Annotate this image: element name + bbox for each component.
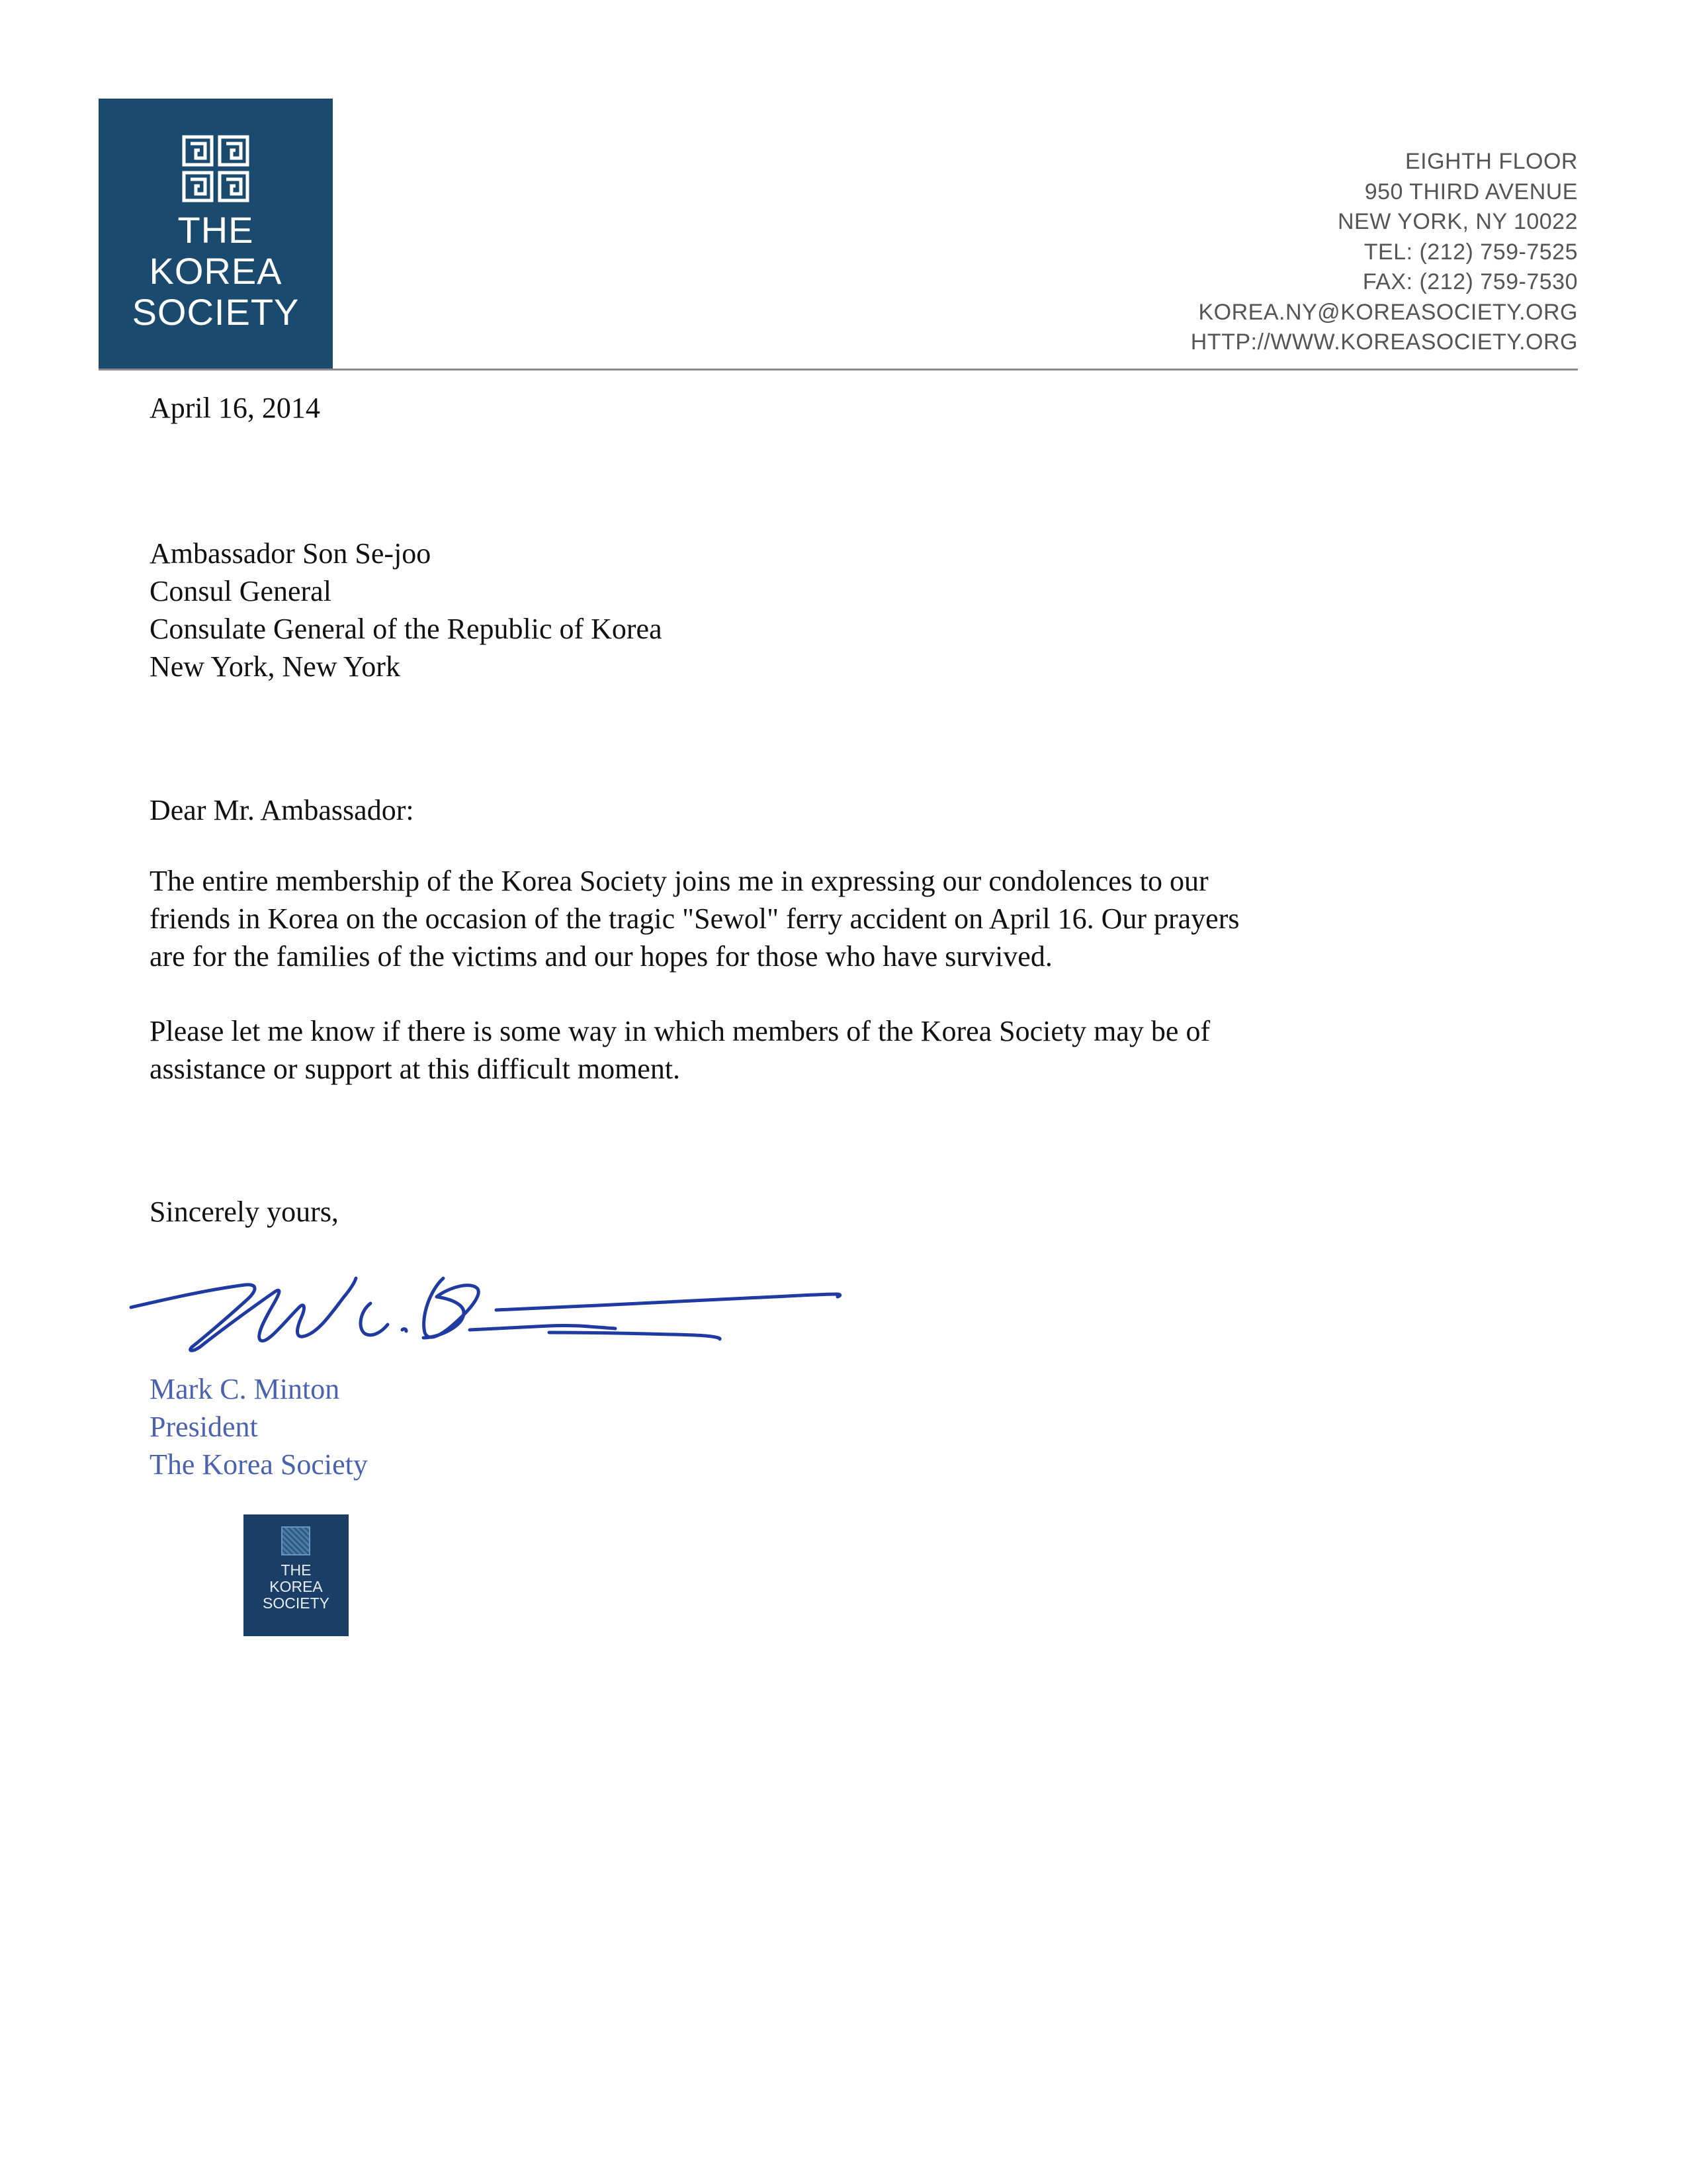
handwritten-signature bbox=[126, 1250, 853, 1363]
paragraph-support bbox=[150, 1012, 1210, 1088]
paragraph-line: Please let me know if there is some way in which members of the Korea Society may be of bbox=[150, 1015, 1211, 1047]
logo-line: KOREA bbox=[269, 1578, 323, 1595]
header-divider bbox=[99, 369, 1578, 371]
paragraph-line: friends in Korea on the occasion of the tragic "Sewol" ferry accident on April 16. Our prayers bbox=[150, 902, 1240, 935]
paragraph-line: are for the families of the victims and our hopes for those who have survived. bbox=[150, 940, 1053, 973]
address-tel: TEL: (212) 759-7525 bbox=[1363, 239, 1578, 265]
address-email: KOREA.NY@KOREASOCIETY.ORG bbox=[1198, 299, 1578, 325]
signer-title: President bbox=[150, 1411, 258, 1443]
recipient-line: New York, New York bbox=[150, 650, 400, 683]
closing: Sincerely yours, bbox=[150, 1196, 339, 1228]
signer-name: Mark C. Minton bbox=[150, 1373, 340, 1405]
logo-line: THE bbox=[177, 209, 254, 251]
footer-logo bbox=[243, 1514, 349, 1636]
paragraph-line: The entire membership of the Korea Society joins me in expressing our condolences to our bbox=[150, 865, 1209, 897]
signer-organization: The Korea Society bbox=[150, 1448, 368, 1481]
recipient-block bbox=[150, 535, 662, 685]
recipient-line: Consulate General of the Republic of Korea bbox=[150, 613, 662, 645]
signer-block bbox=[150, 1370, 368, 1483]
paragraph-line: assistance or support at this difficult moment. bbox=[150, 1053, 681, 1085]
logo-line: THE bbox=[281, 1561, 312, 1579]
korea-society-logo bbox=[99, 99, 333, 370]
salutation: Dear Mr. Ambassador: bbox=[150, 794, 414, 826]
logo-line: SOCIETY bbox=[132, 291, 300, 333]
address-city: NEW YORK, NY 10022 bbox=[1337, 209, 1578, 234]
logo-wordmark bbox=[99, 210, 333, 333]
footer-logo-wordmark bbox=[243, 1562, 349, 1612]
logo-line: KOREA bbox=[149, 250, 282, 292]
address-street: 950 THIRD AVENUE bbox=[1364, 179, 1578, 204]
address-floor: EIGHTH FLOOR bbox=[1405, 149, 1578, 174]
korean-pattern-icon bbox=[181, 134, 250, 203]
address-fax: FAX: (212) 759-7530 bbox=[1362, 269, 1578, 294]
address-website: HTTP://WWW.KOREASOCIETY.ORG bbox=[1190, 329, 1578, 355]
recipient-line: Consul General bbox=[150, 575, 331, 607]
recipient-line: Ambassador Son Se-joo bbox=[150, 537, 431, 570]
paragraph-condolences bbox=[150, 862, 1240, 975]
logo-line: SOCIETY bbox=[263, 1594, 329, 1612]
letter-date: April 16, 2014 bbox=[150, 392, 320, 424]
mosaic-pattern-icon bbox=[281, 1526, 310, 1555]
letterhead-address bbox=[982, 147, 1578, 358]
